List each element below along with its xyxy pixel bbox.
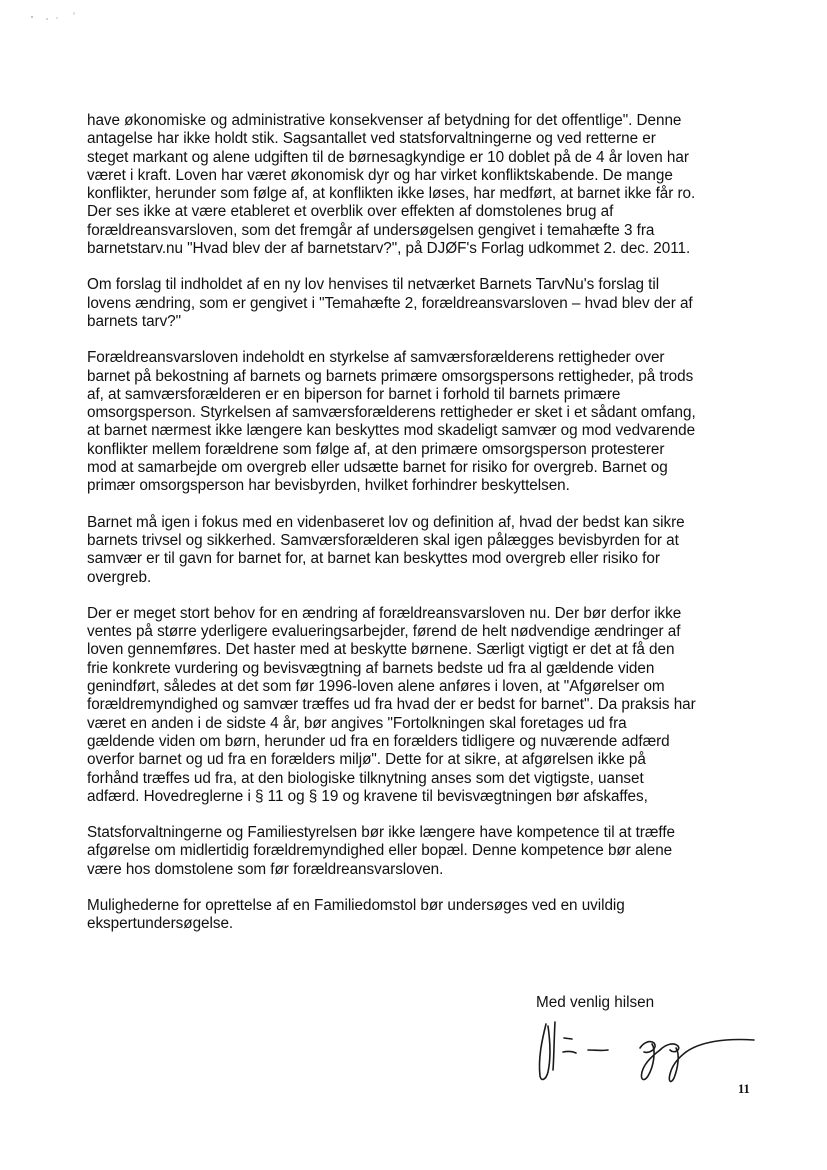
text-line: frie konkrete vurdering og bevisvægtning af barnets bedste ud fra al gældende viden <box>87 659 655 677</box>
text-line: primær omsorgsperson har bevisbyrden, hvilket forhindrer beskyttelsen. <box>87 477 570 495</box>
paragraph-6 <box>87 824 767 879</box>
text-line: mod at samarbejde om overgreb eller udsætte barnet for risiko for overgreb. Barnet og <box>87 459 668 477</box>
text-line: konflikter mellem forældrene som følge af, at den primære omsorgsperson protesterer <box>87 440 665 458</box>
text-line: forældremyndighed og samvær træffes ud fra hvad der er bedst for barnet". Da praksis har <box>87 696 696 714</box>
text-line: barnets trivsel og sikkerhed. Samværsforælderen skal igen pålægges bevisbyrden for at <box>87 531 679 549</box>
text-line: Barnet må igen i fokus med en videnbaseret lov og definition af, hvad der bedst kan sikre <box>87 513 685 531</box>
text-line: Om forslag til indholdet af en ny lov henvises til netværket Barnets TarvNu's forslag til <box>87 276 660 294</box>
text-line: genindført, således at det som før 1996-loven alene anføres i loven, at "Afgørelser om <box>87 678 665 696</box>
paragraph-5 <box>87 605 767 806</box>
paragraph-7 <box>87 897 767 934</box>
text-line: Statsforvaltningerne og Familiestyrelsen bør ikke længere have kompetence til at træffe <box>87 824 675 842</box>
text-line: Mulighederne for oprettelse af en Familiedomstol bør undersøges ved en uvildig <box>87 896 625 914</box>
text-line: forældreansvarsloven, som det fremgår af undersøgelsen gengivet i temahæfte 3 fra <box>87 221 655 239</box>
paragraph-2 <box>87 276 767 331</box>
text-line: barnets tarv?" <box>87 312 182 330</box>
text-line: af, at samværsforælderen er en biperson for barnet i forhold til barnets primære <box>87 385 621 403</box>
text-line: barnetstarv.nu "Hvad blev der af barnetstarv?", på DJØF's Forlag udkommet 2. dec. 2011. <box>87 240 691 258</box>
text-line: forhånd træffes ud fra, at den biologiske tilknytning anses som det vigtigste, uanset <box>87 769 644 787</box>
paragraph-4 <box>87 514 767 587</box>
text-line: antagelse har ikke holdt stik. Sagsantallet ved statsforvaltningerne og ved retterne er <box>87 130 656 148</box>
text-line: konflikter, herunder som følge af, at konflikten ikke løses, har medført, at barnet ikke får ro. <box>87 185 696 203</box>
text-line: lovens ændring, som er gengivet i "Temahæfte 2, forældreansvarsloven – hvad blev der af <box>87 294 693 312</box>
text-line: steget markant og alene udgiften til de børnesagkyndige er 10 doblet på de 4 år loven har <box>87 148 689 166</box>
closing-salutation: Med venlig hilsen <box>536 994 655 1011</box>
text-line: overfor barnet og ud fra en forælders miljø". Dette for at sikre, at afgørelsen ikke på <box>87 751 646 769</box>
text-line: overgreb. <box>87 568 152 586</box>
text-line: ekspertundersøgelse. <box>87 915 234 933</box>
text-line: at barnet nærmest ikke længere kan beskyttes mod skadeligt samvær og mod vedvarende <box>87 422 696 440</box>
text-line: Der er meget stort behov for en ændring af forældreansvarsloven nu. Der bør derfor ikke <box>87 604 682 622</box>
paragraph-1 <box>87 112 767 258</box>
text-line: barnet på bekostning af barnets og barnets primære omsorgspersons rettigheder, på trods <box>87 367 694 385</box>
page-number: 11 <box>738 1082 750 1096</box>
text-line: Der ses ikke at være etableret et overblik over effekten af domstolenes brug af <box>87 203 614 221</box>
text-line: været i kraft. Loven har været økonomisk dyr og har virket konfliktskabende. De mange <box>87 166 673 184</box>
text-line: gældende viden om børn, herunder ud fra en forælders tidligere og nuværende adfærd <box>87 732 670 750</box>
text-line: have økonomiske og administrative konsekvenser af betydning for det offentlige". Denne <box>87 112 682 129</box>
text-line: været en anden i de sidste 4 år, bør angives "Fortolkningen skal foretages ud fra <box>87 714 627 732</box>
text-line: loven gennemføres. Det haster med at beskytte børnene. Særligt vigtigt er det at få den <box>87 641 675 659</box>
scan-artifact-icon <box>30 10 90 24</box>
text-line: adfærd. Hovedreglerne i § 11 og § 19 og kravene til bevisvægtningen bør afskaffes, <box>87 787 648 805</box>
text-line: Forældreansvarsloven indeholdt en styrkelse af samværsforælderens rettigheder over <box>87 349 665 367</box>
text-line: være hos domstolene som før forældreansvarsloven. <box>87 860 444 878</box>
letter-body <box>87 112 767 952</box>
text-line: afgørelse om midlertidig forældremyndighed eller bopæl. Denne kompetence bør alene <box>87 842 673 860</box>
paragraph-3 <box>87 349 767 495</box>
text-line: samvær er til gavn for barnet for, at barnet kan beskyttes mod overgreb eller risiko for <box>87 550 660 568</box>
text-line: ventes på større yderligere evalueringsarbejder, førend de helt nødvendige ændringer af <box>87 623 681 641</box>
text-line: omsorgsperson. Styrkelsen af samværsforælderens rettigheder er sket i et sådant omfang, <box>87 404 696 422</box>
handwritten-signature-icon <box>528 1010 758 1090</box>
